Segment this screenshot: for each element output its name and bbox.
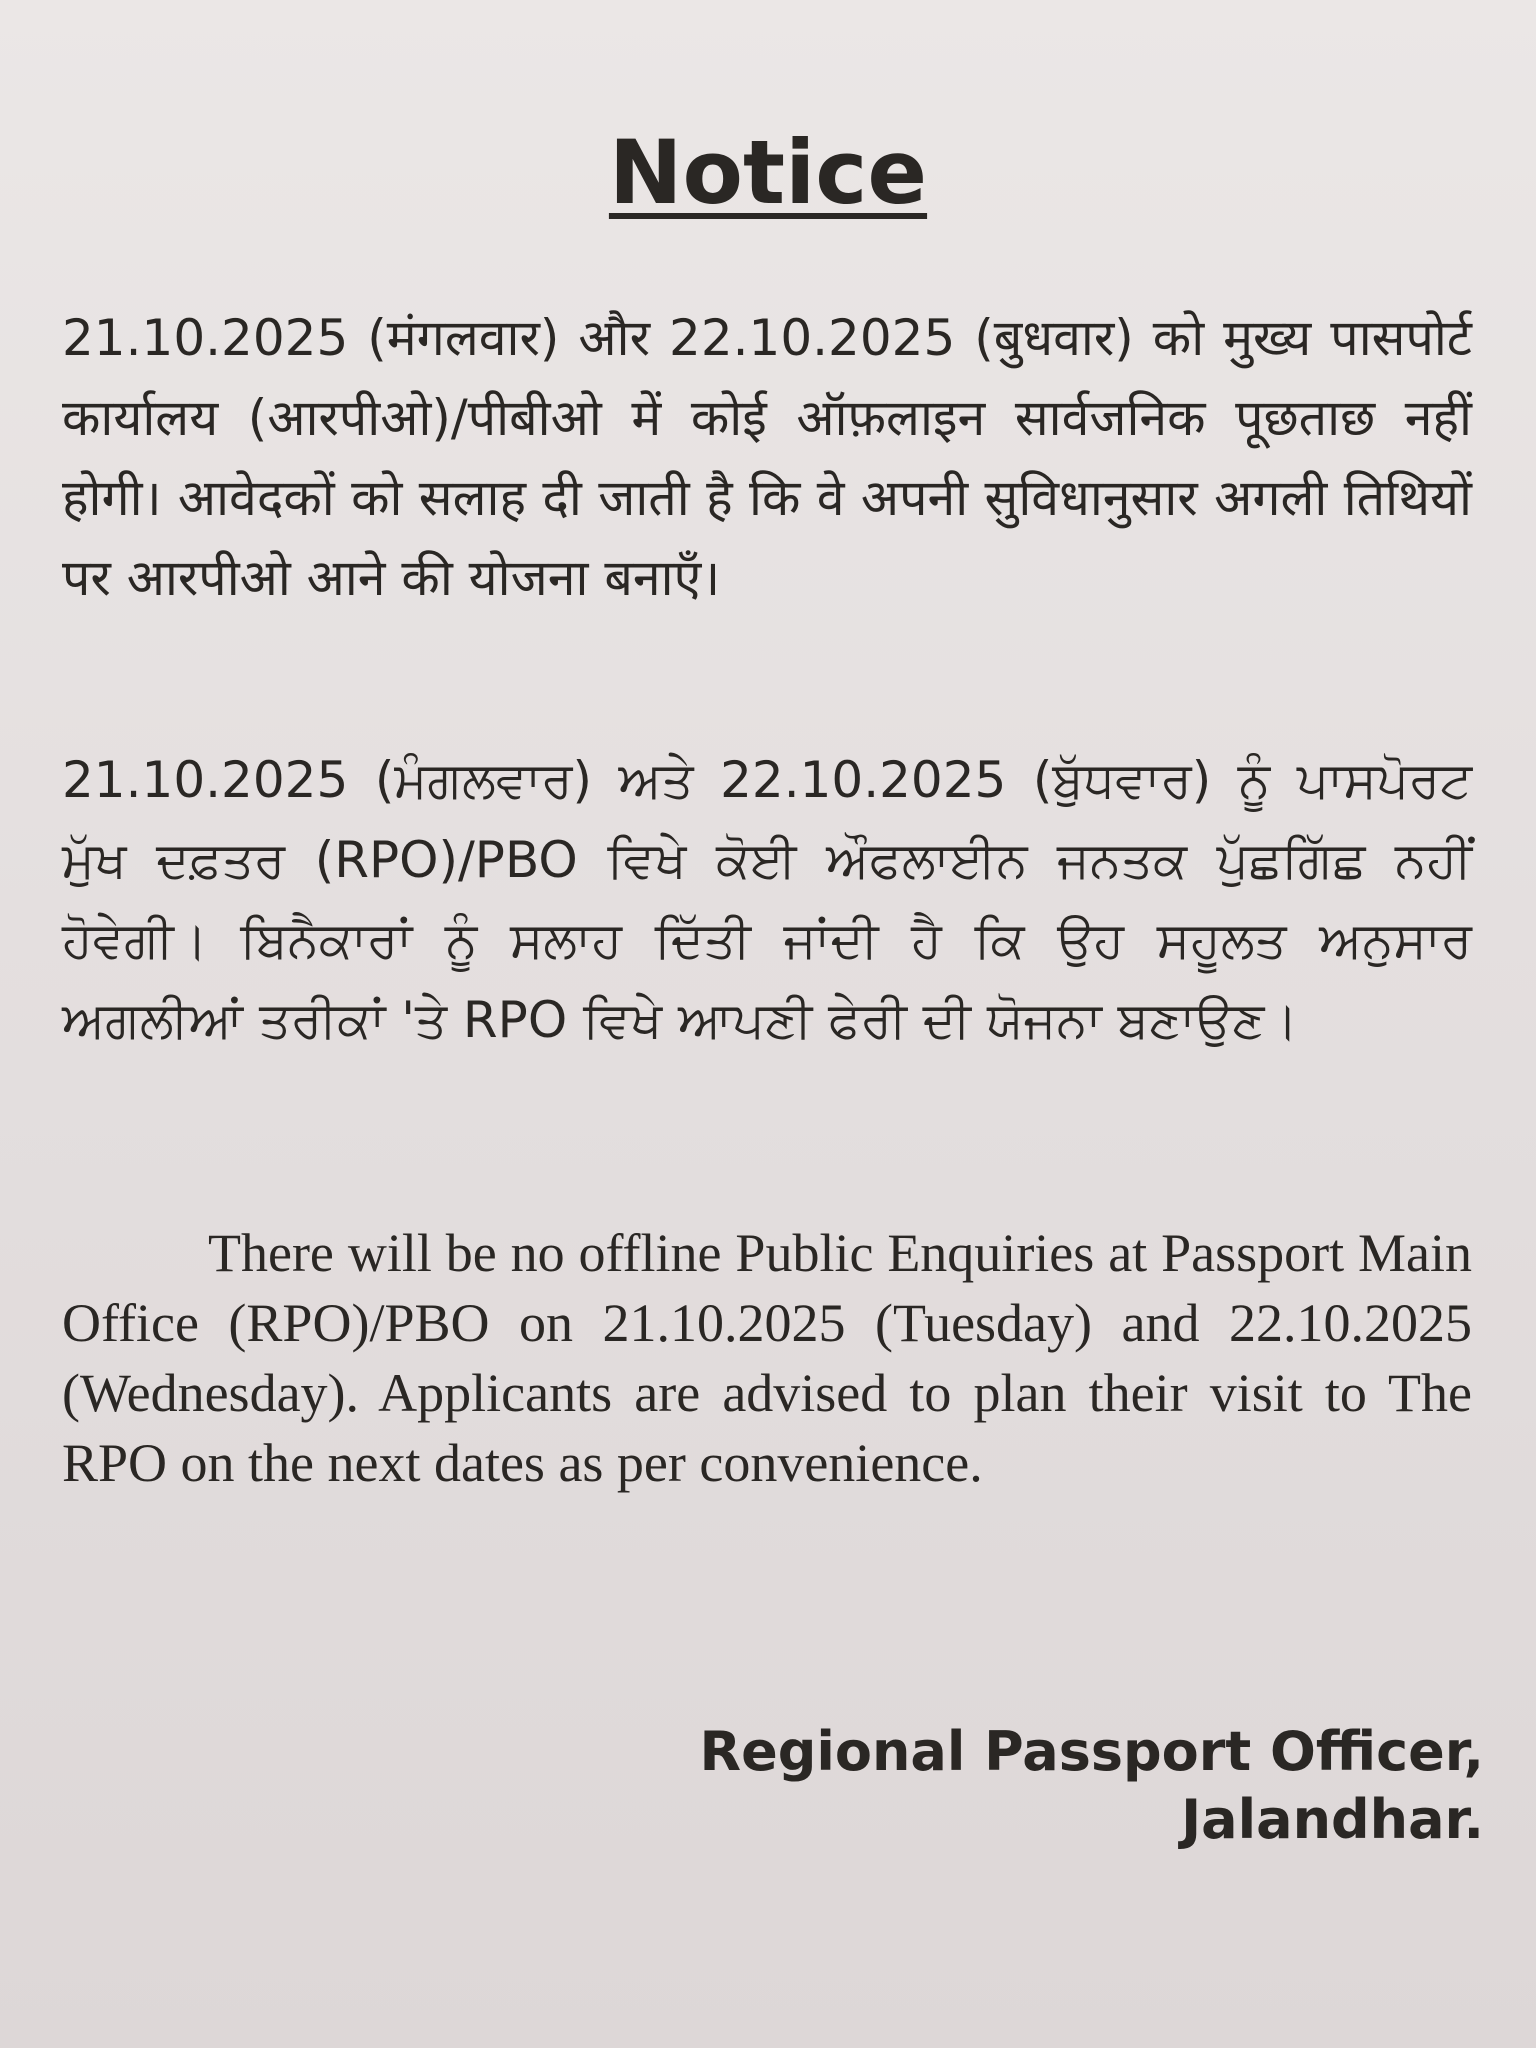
signature-title: Regional Passport Officer, (699, 1720, 1484, 1783)
signature-location: Jalandhar. (1181, 1788, 1484, 1851)
signature-block (700, 1718, 1484, 1854)
english-paragraph: There will be no offline Public Enquiries at Passport Main Office (RPO)/PBO on 21.10.2025 (Tuesday) and 22.10.2025 (Wednesday). Applicants are advised to plan their visit to The RPO on the next dates as per convenience. (62, 1223, 1472, 1493)
notice-title (0, 118, 1536, 228)
notice-title-text: Notice (608, 121, 928, 224)
punjabi-paragraph: 21.10.2025 (ਮੰਗਲਵਾਰ) ਅਤੇ 22.10.2025 (ਬੁੱਧਵਾਰ) ਨੂੰ ਪਾਸਪੋਰਟ ਮੁੱਖ ਦਫ਼ਤਰ (RPO)/PBO ਵਿਖੇ ਕੋਈ ਔਫਲਾਈਨ ਜਨਤਕ ਪੁੱਛਗਿੱਛ ਨਹੀਂ ਹੋਵੇਗੀ। ਬਿਨੈਕਾਰਾਂ ਨੂੰ ਸਲਾਹ ਦਿੱਤੀ ਜਾਂਦੀ ਹੈ ਕਿ ਉਹ ਸਹੂਲਤ ਅਨੁਸਾਰ ਅਗਲੀਆਂ ਤਰੀਕਾਂ 'ਤੇ RPO ਵਿਖੇ ਆਪਣੀ ਫੇਰੀ ਦੀ ਯੋਜਨਾ ਬਣਾਉਣ। (62, 751, 1472, 1049)
hindi-paragraph: 21.10.2025 (मंगलवार) और 22.10.2025 (बुधवार) को मुख्य पासपोर्ट कार्यालय (आरपीओ)/पीबीओ में कोई ऑफ़लाइन सार्वजनिक पूछताछ नहीं होगी। आवेदकों को सलाह दी जाती है कि वे अपनी सुविधानुसार अगली तिथियों पर आरपीओ आने की योजना बनाएँ। (62, 309, 1472, 607)
